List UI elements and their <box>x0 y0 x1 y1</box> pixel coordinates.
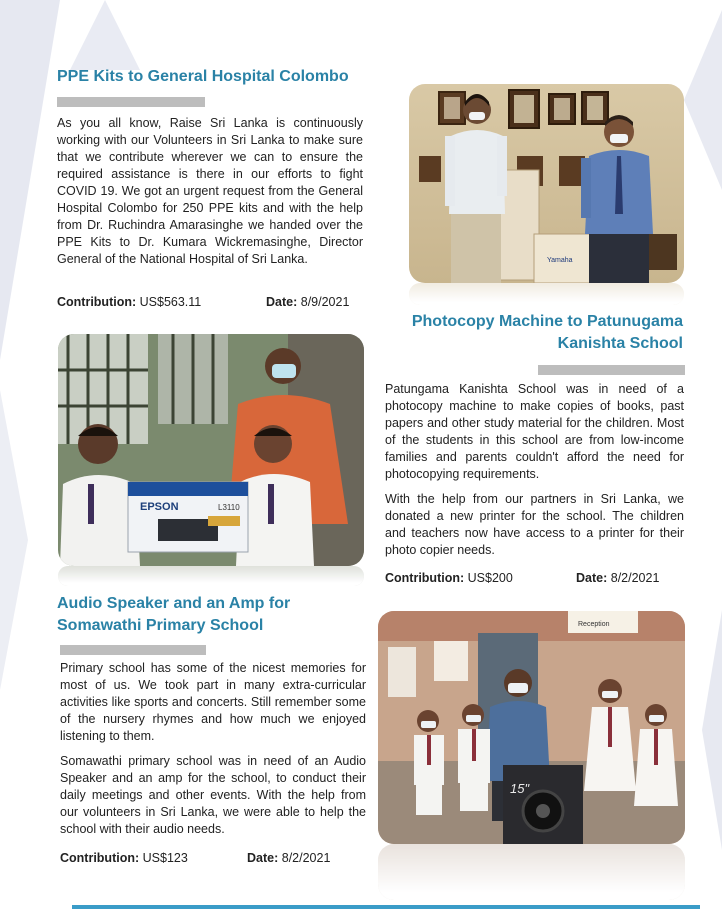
printer-brand-text: EPSON <box>140 501 179 513</box>
photocopy-contribution-value: US$200 <box>467 571 513 585</box>
hospital-handover-illustration <box>409 84 684 283</box>
audio-title-line1: Audio Speaker and an Amp for <box>57 595 291 612</box>
printer-donation-illustration <box>58 334 364 566</box>
ppe-date-value: 8/9/2021 <box>300 295 350 309</box>
audio-paragraph-1: Primary school has some of the nicest memories for most of us. We took part in many extra-curricular activities like sports and concerts. Still remember some of the nursery rhymes and how much we enjoyed listening to them. <box>60 661 366 743</box>
printer-model-text: L3110 <box>218 503 240 512</box>
audio-date <box>247 850 330 866</box>
audio-title-underline <box>60 645 206 655</box>
audio-date-value: 8/2/2021 <box>281 851 331 865</box>
photocopy-body-text <box>385 381 684 567</box>
background-triangle-right-low <box>702 610 722 850</box>
audio-date-label: Date: <box>247 851 279 865</box>
ppe-title-underline <box>57 97 205 107</box>
speaker-donation-photo <box>378 611 685 844</box>
ppe-body-text <box>57 115 363 276</box>
background-triangle-left-mid <box>0 390 28 690</box>
audio-body-text <box>60 660 366 846</box>
hospital-handover-photo <box>409 84 684 283</box>
background-triangle-left <box>0 0 60 360</box>
printer-donation-photo <box>58 334 364 566</box>
ppe-date-label: Date: <box>266 295 298 309</box>
audio-contribution-value: US$123 <box>142 851 188 865</box>
photocopy-date-value: 8/2/2021 <box>610 571 660 585</box>
photocopy-title-line1: Photocopy Machine to Patunugama <box>411 313 683 330</box>
photocopy-paragraph-1: Patungama Kanishta School was in need of a photocopy machine to make copies of books, past papers and other study material for the children. Most of the students in this school are from low-income families and parents couldn't afford the need for photocopying requirements. <box>385 382 684 481</box>
speaker-size-text: 15" <box>510 781 530 796</box>
audio-section-title <box>57 593 290 637</box>
ppe-section-title: PPE Kits to General Hospital Colombo <box>57 68 349 85</box>
ppe-contribution <box>57 294 201 310</box>
photocopy-section-title <box>360 311 683 355</box>
audio-paragraph-2: Somawathi primary school was in need of an Audio Speaker and an amp for the school, to conduct their daily meetings and other events. With the help from our volunteers in Sri Lanka, we were able to help the school with their audio needs. <box>60 754 366 836</box>
photocopy-paragraph-2: With the help from our partners in Sri Lanka, we donated a new printer for the school. The children and teachers now have access to a printer for their photo copier needs. <box>385 492 684 557</box>
school-sign-text: Reception <box>578 621 610 628</box>
hospital-photo-reflection <box>409 283 684 305</box>
footer-rule <box>72 905 700 909</box>
photocopy-contribution <box>385 570 513 586</box>
ppe-paragraph: As you all know, Raise Sri Lanka is continuously working with our Volunteers in Sri Lanka to make sure that we contribute wherever we can to ensure the required assistance is there in our efforts to fight COVID 19. We got an urgent request from the General Hospital Colombo for 250 PPE kits and with the help from Dr. Ruchindra Amarasinghe we handed over the PPE Kits to Dr. Kumara Wickremasinghe, Director General of the National Hospital of Sri Lanka. <box>57 116 363 266</box>
speaker-photo-reflection <box>378 844 685 900</box>
photocopy-date <box>576 570 659 586</box>
ppe-date <box>266 294 349 310</box>
photocopy-title-underline <box>538 365 685 375</box>
printer-photo-reflection <box>58 566 364 586</box>
background-triangle-top <box>70 0 140 70</box>
ppe-contribution-label: Contribution: <box>57 295 137 309</box>
photocopy-date-label: Date: <box>576 571 608 585</box>
audio-contribution <box>60 850 188 866</box>
audio-contribution-label: Contribution: <box>60 851 140 865</box>
speaker-donation-illustration <box>378 611 685 844</box>
audio-title-line2: Somawathi Primary School <box>57 617 264 634</box>
box-label-text: Yamaha <box>547 257 573 264</box>
background-triangle-right <box>684 10 722 190</box>
photocopy-contribution-label: Contribution: <box>385 571 465 585</box>
photocopy-title-line2: Kanishta School <box>557 335 683 352</box>
ppe-contribution-value: US$563.11 <box>139 295 202 309</box>
